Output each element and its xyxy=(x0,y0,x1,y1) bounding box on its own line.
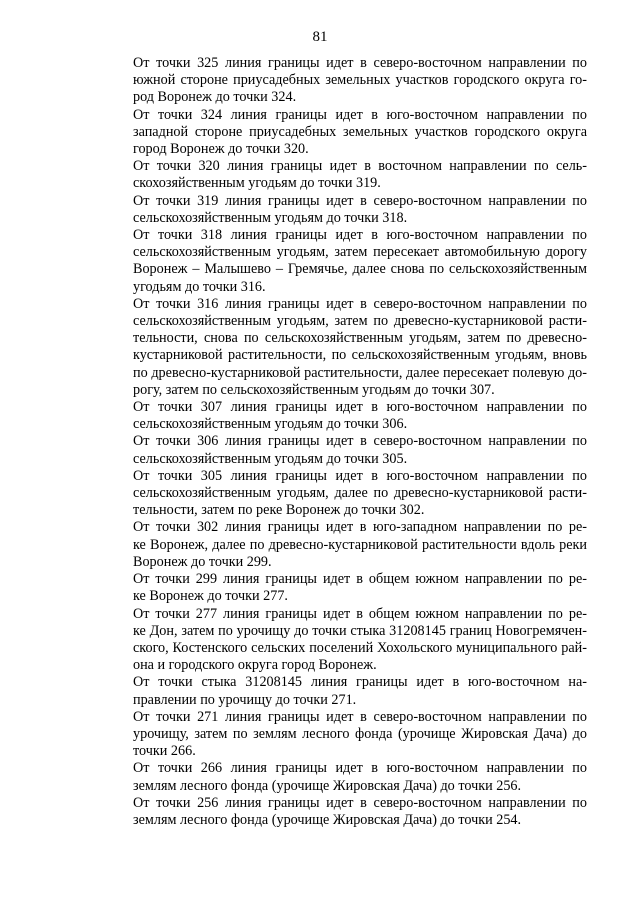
text-line: ке Воронеж до точки 277. xyxy=(133,588,288,605)
paragraph xyxy=(103,433,587,467)
text-line: От точки 256 линия границы идет в северо-восточном направлении по xyxy=(133,794,587,811)
text-line: сельскохозяйственным угодьям, затем по древесно-кустарниковой расти- xyxy=(133,313,587,330)
text-line: От точки 324 линия границы идет в юго-восточном направлении по xyxy=(133,106,587,123)
text-line: От точки 266 линия границы идет в юго-восточном направлении по xyxy=(133,760,587,777)
paragraph xyxy=(103,709,587,761)
document-body xyxy=(103,55,587,829)
text-line: От точки 319 линия границы идет в северо-восточном направлении по xyxy=(133,192,587,209)
paragraph xyxy=(103,158,587,192)
text-line: От точки стыка 31208145 линия границы идет в юго-восточном на- xyxy=(133,674,587,691)
text-line: От точки 302 линия границы идет в юго-западном направлении по ре- xyxy=(133,519,587,536)
text-line: сельскохозяйственным угодьям до точки 305. xyxy=(133,450,408,467)
text-line: От точки 307 линия границы идет в юго-восточном направлении по xyxy=(133,399,587,416)
text-line: тельности, снова по сельскохозяйственным угодьям, затем по древесно- xyxy=(133,330,587,347)
paragraph xyxy=(103,193,587,227)
text-line: тельности, затем по реке Воронеж до точки 302. xyxy=(133,502,425,519)
text-line: угодьям до точки 316. xyxy=(133,278,266,295)
text-line: западной стороне приусадебных земельных участков городского округа xyxy=(133,123,587,140)
paragraph xyxy=(103,55,587,107)
text-line: южной стороне приусадебных земельных участков городского округа го- xyxy=(133,72,587,89)
text-line: Воронеж до точки 299. xyxy=(133,553,272,570)
text-line: сельскохозяйственным угодьям, далее по древесно-кустарниковой расти- xyxy=(133,485,587,502)
text-line: ского, Костенского сельских поселений Хохольского муниципального рай- xyxy=(133,639,587,656)
text-line: От точки 271 линия границы идет в северо-восточном направлении по xyxy=(133,708,587,725)
page-number: 81 xyxy=(312,29,328,45)
paragraph xyxy=(103,606,587,675)
paragraph xyxy=(103,795,587,829)
paragraph xyxy=(103,296,587,399)
paragraph xyxy=(103,674,587,708)
paragraph xyxy=(103,571,587,605)
text-line: сельскохозяйственным угодьям до точки 306. xyxy=(133,416,408,433)
text-line: точки 266. xyxy=(133,743,196,760)
text-line: От точки 305 линия границы идет в юго-восточном направлении по xyxy=(133,467,587,484)
paragraph xyxy=(103,399,587,433)
paragraph xyxy=(103,519,587,571)
text-line: От точки 318 линия границы идет в юго-восточном направлении по xyxy=(133,227,587,244)
text-line: правлении по урочищу до точки 271. xyxy=(133,691,357,708)
text-line: скохозяйственным угодьям до точки 319. xyxy=(133,175,381,192)
text-line: От точки 299 линия границы идет в общем южном направлении по ре- xyxy=(133,571,587,588)
text-line: От точки 320 линия границы идет в восточном направлении по сель- xyxy=(133,158,587,175)
text-line: ке Дон, затем по урочищу до точки стыка 31208145 границ Новогремячен- xyxy=(133,622,587,639)
text-line: От точки 277 линия границы идет в общем южном направлении по ре- xyxy=(133,605,587,622)
text-line: землям лесного фонда (урочище Жировская Дача) до точки 256. xyxy=(133,777,522,794)
text-line: Воронеж – Малышево – Гремячье, далее снова по сельскохозяйственным xyxy=(133,261,587,278)
text-line: От точки 316 линия границы идет в северо-восточном направлении по xyxy=(133,295,587,312)
text-line: кустарниковой растительности, по сельскохозяйственным угодьям, вновь xyxy=(133,347,587,364)
text-line: землям лесного фонда (урочище Жировская Дача) до точки 254. xyxy=(133,811,522,828)
text-line: урочищу, затем по землям лесного фонда (урочище Жировская Дача) до xyxy=(133,725,587,742)
text-line: она и городского округа город Воронеж. xyxy=(133,657,377,674)
text-line: по древесно-кустарниковой растительности, далее пересекает полевую до- xyxy=(133,364,587,381)
paragraph xyxy=(103,107,587,159)
text-line: сельскохозяйственным угодьям до точки 318. xyxy=(133,209,408,226)
text-line: род Воронеж до точки 324. xyxy=(133,89,297,106)
text-line: От точки 325 линия границы идет в северо-восточном направлении по xyxy=(133,55,587,71)
text-line: город Воронеж до точки 320. xyxy=(133,141,309,158)
text-line: ке Воронеж, далее по древесно-кустарниковой растительности вдоль реки xyxy=(133,536,587,553)
paragraph xyxy=(103,760,587,794)
text-line: сельскохозяйственным угодьям, затем пересекает автомобильную дорогу xyxy=(133,244,587,261)
paragraph xyxy=(103,227,587,296)
paragraph xyxy=(103,468,587,520)
text-line: рогу, затем по сельскохозяйственным угодьям до точки 307. xyxy=(133,381,495,398)
text-line: От точки 306 линия границы идет в северо-восточном направлении по xyxy=(133,433,587,450)
